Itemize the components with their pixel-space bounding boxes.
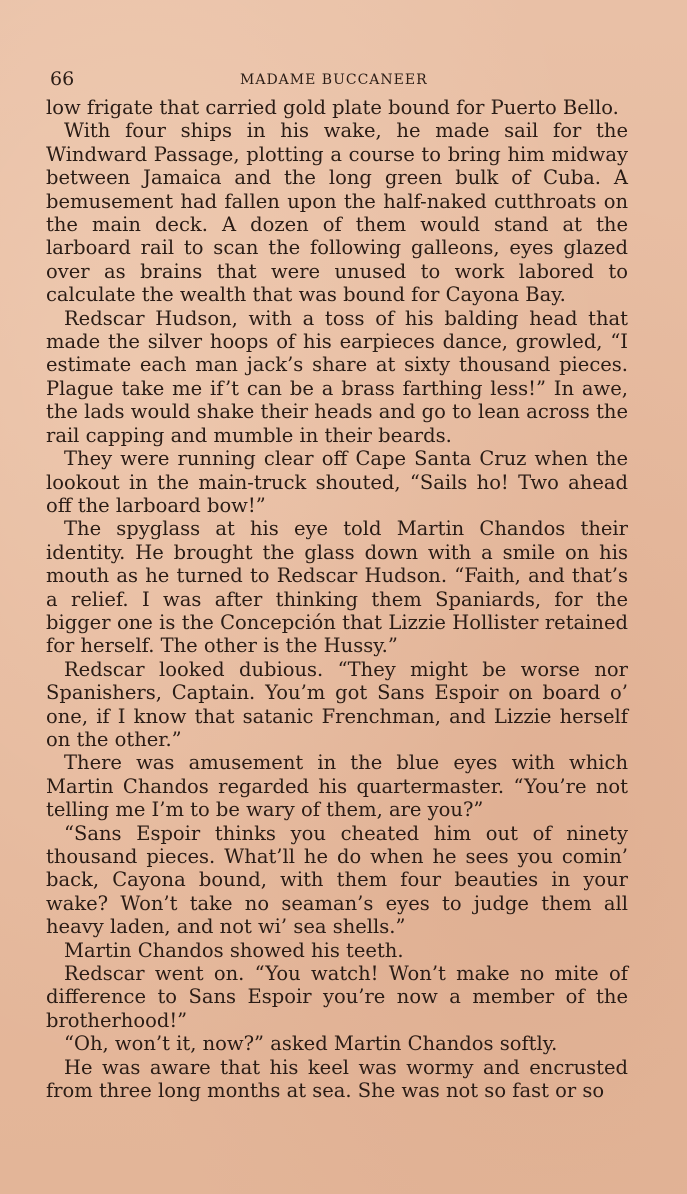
body-text bbox=[46, 96, 628, 1102]
running-title: MADAME BUCCANEER bbox=[240, 72, 428, 88]
paragraph: Redscar looked dubious. “They might be worse nor Spanishers, Captain. You’m got Sans Espoir on board o’ one, if I know that satanic Frenchman, and Lizzie herself on the other.” bbox=[46, 657, 628, 751]
paragraph: There was amusement in the blue eyes with which Martin Chandos regarded his quartermaster. “You’re not telling me I’m to be wary of them, are you?” bbox=[46, 751, 628, 822]
paragraph: With four ships in his wake, he made sail for the Windward Passage, plotting a course to bring him midway between Jamaica and the long green bulk of Cuba. A bemusement had fallen upon the half-naked cutthroats on the main deck. A dozen of them would stand at the larboard rail to scan the following galleons, eyes glazed over as brains that were unused to work labored to calculate the wealth that was bound for Cayona Bay. bbox=[46, 119, 628, 307]
paragraph: Redscar Hudson, with a toss of his balding head that made the silver hoops of his earpieces dance, growled, “I estimate each man jack’s share at sixty thousand pieces. Plague take me if’t can be a brass farthing less!” In awe, the lads would shake their heads and go to lean across the rail capping and mumble in their beards. bbox=[46, 306, 628, 447]
paragraph: Martin Chandos showed his teeth. bbox=[64, 938, 404, 962]
paragraph: low frigate that carried gold plate bound for Puerto Bello. bbox=[46, 96, 619, 119]
paragraph: “Sans Espoir thinks you cheated him out of ninety thousand pieces. What’ll he do when he sees you comin’ back, Cayona bound, with them four beauties in your wake? Won’t take no seaman’s eyes to judge them all heavy laden, and not wi’ sea shells.” bbox=[46, 821, 628, 939]
paragraph: They were running clear off Cape Santa Cruz when the lookout in the main-truck shouted, “Sails ho! Two ahead off the larboard bow!” bbox=[46, 447, 628, 517]
page-number: 66 bbox=[50, 68, 75, 90]
paragraph: “Oh, won’t it, now?” asked Martin Chandos softly. bbox=[64, 1032, 558, 1056]
paragraph: The spyglass at his eye told Martin Chandos their identity. He brought the glass down with a smile on his mouth as he turned to Redscar Hudson. “Faith, and that’s a relief. I was after thinking them Spaniards, for the bigger one is the Concepción that Lizzie Hollister retained for herself. The other is the Hussy.” bbox=[46, 517, 628, 658]
paragraph: He was aware that his keel was wormy and encrusted from three long months at sea. She was not so fast or so bbox=[46, 1055, 628, 1103]
page-header bbox=[50, 68, 635, 96]
paragraph: Redscar went on. “You watch! Won’t make no mite of difference to Sans Espoir you’re now a member of the brotherhood!” bbox=[46, 962, 628, 1032]
